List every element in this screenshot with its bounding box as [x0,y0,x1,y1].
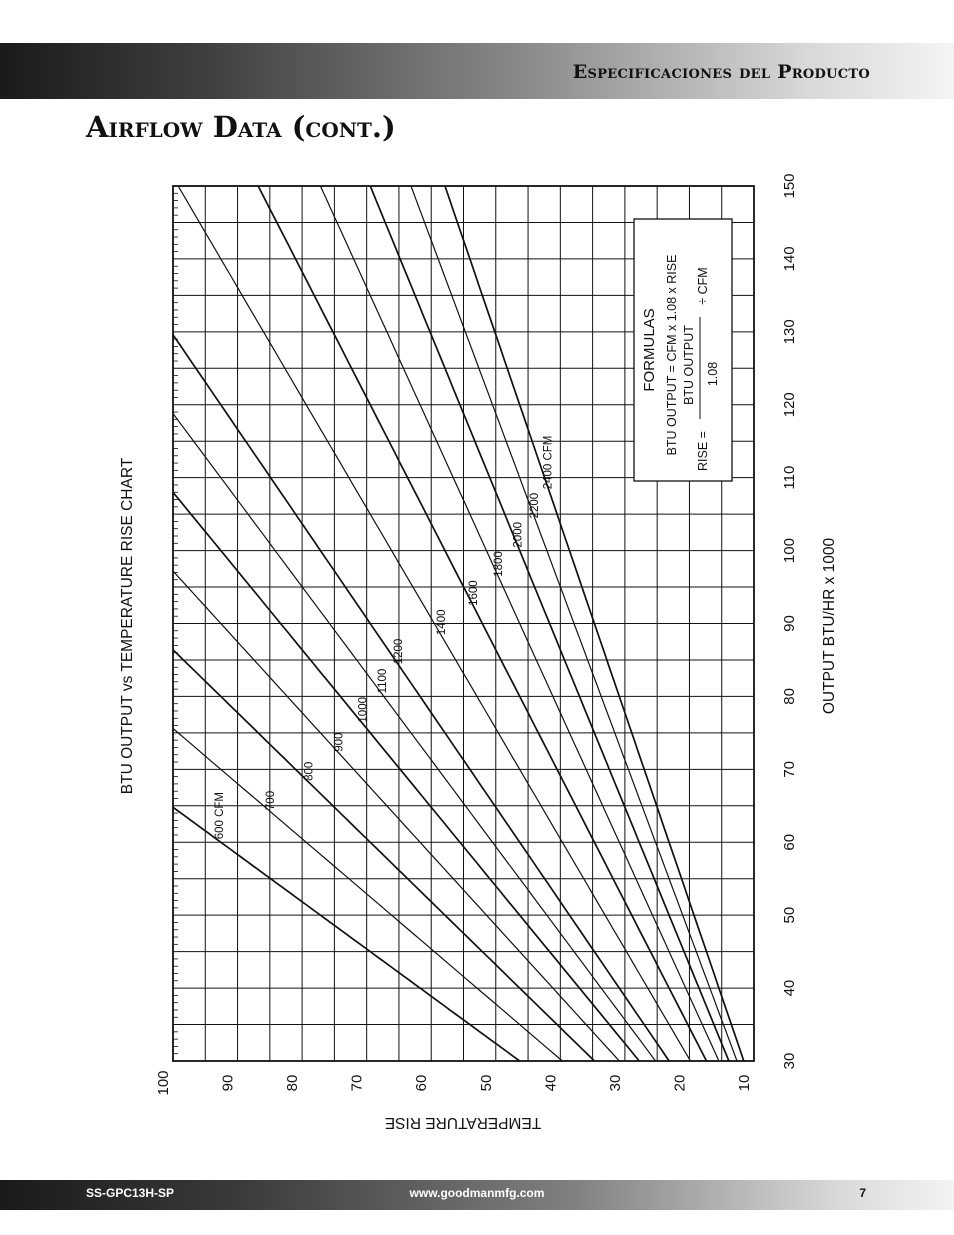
series-label: 700 [265,790,278,811]
x-tick-label: 80 [781,688,798,705]
series-label: 1000 [357,697,370,723]
y-tick-label: 80 [284,1074,302,1092]
series-label: 1100 [376,668,389,694]
y-axis-label: TEMPERATURE RISE [384,1114,542,1131]
x-tick-label: 60 [781,833,798,851]
y-tick-label: 70 [348,1074,366,1092]
x-tick-label: 70 [781,760,798,778]
x-axis-label: OUTPUT BTU/HR x 1000 [821,537,838,715]
formula-rise-label: RISE = [696,431,710,471]
x-tick-label: 110 [781,465,798,490]
y-tick-label: 20 [671,1074,689,1092]
y-tick-label: 10 [736,1074,753,1092]
footer-page-number: 7 [859,1186,866,1200]
x-tick-label: 90 [781,615,798,632]
series-label: 600 CFM [213,792,226,840]
y-tick-label: 100 [155,1070,172,1096]
chart-title: BTU OUTPUT vs TEMPERATURE RISE CHART [119,457,136,795]
series-label: 2000 [512,522,525,548]
y-tick-label: 30 [606,1074,624,1092]
series-line [173,650,594,1061]
series-label: 1400 [435,609,448,636]
series-label: 1600 [467,580,480,606]
y-tick-label: 90 [219,1074,237,1092]
formula-denominator: 1.08 [706,361,720,387]
series-label: 900 [333,732,346,752]
series-label: 2400 CFM [542,435,555,490]
series-label: 1200 [393,638,406,665]
x-tick-label: 30 [781,1052,798,1070]
series-line [173,414,656,1062]
y-tick-label: 50 [477,1074,495,1092]
chart-series-labels [214,436,555,840]
series-label: 2200 [529,492,541,519]
x-tick-label: 130 [781,319,798,345]
x-tick-label: 120 [781,392,798,418]
series-line [173,492,639,1061]
x-tick-label: 50 [781,906,798,924]
formula-line-1: BTU OUTPUT = CFM x 1.08 x RISE [665,254,679,456]
x-tick-label: 150 [781,173,798,199]
y-tick-label: 40 [542,1074,560,1092]
footer-website[interactable]: www.goodmanmfg.com [409,1186,545,1200]
series-label: 800 [303,761,316,781]
series-label: 1800 [492,551,505,577]
formulas-title: FORMULAS [641,308,658,392]
y-tick-label: 60 [413,1074,431,1092]
x-tick-label: 140 [781,246,798,272]
formulas-box [634,219,732,481]
x-tick-label: 40 [781,979,798,997]
formula-suffix: ÷ CFM [696,267,710,305]
formula-numerator: BTU OUTPUT [682,325,696,405]
section-title: Especificaciones del Producto [572,61,870,83]
x-tick-label: 100 [781,538,798,564]
footer-doc-id: SS-GPC13H-SP [86,1186,175,1200]
page-heading: Airflow Data (cont.) [86,110,396,144]
series-line [173,807,520,1061]
